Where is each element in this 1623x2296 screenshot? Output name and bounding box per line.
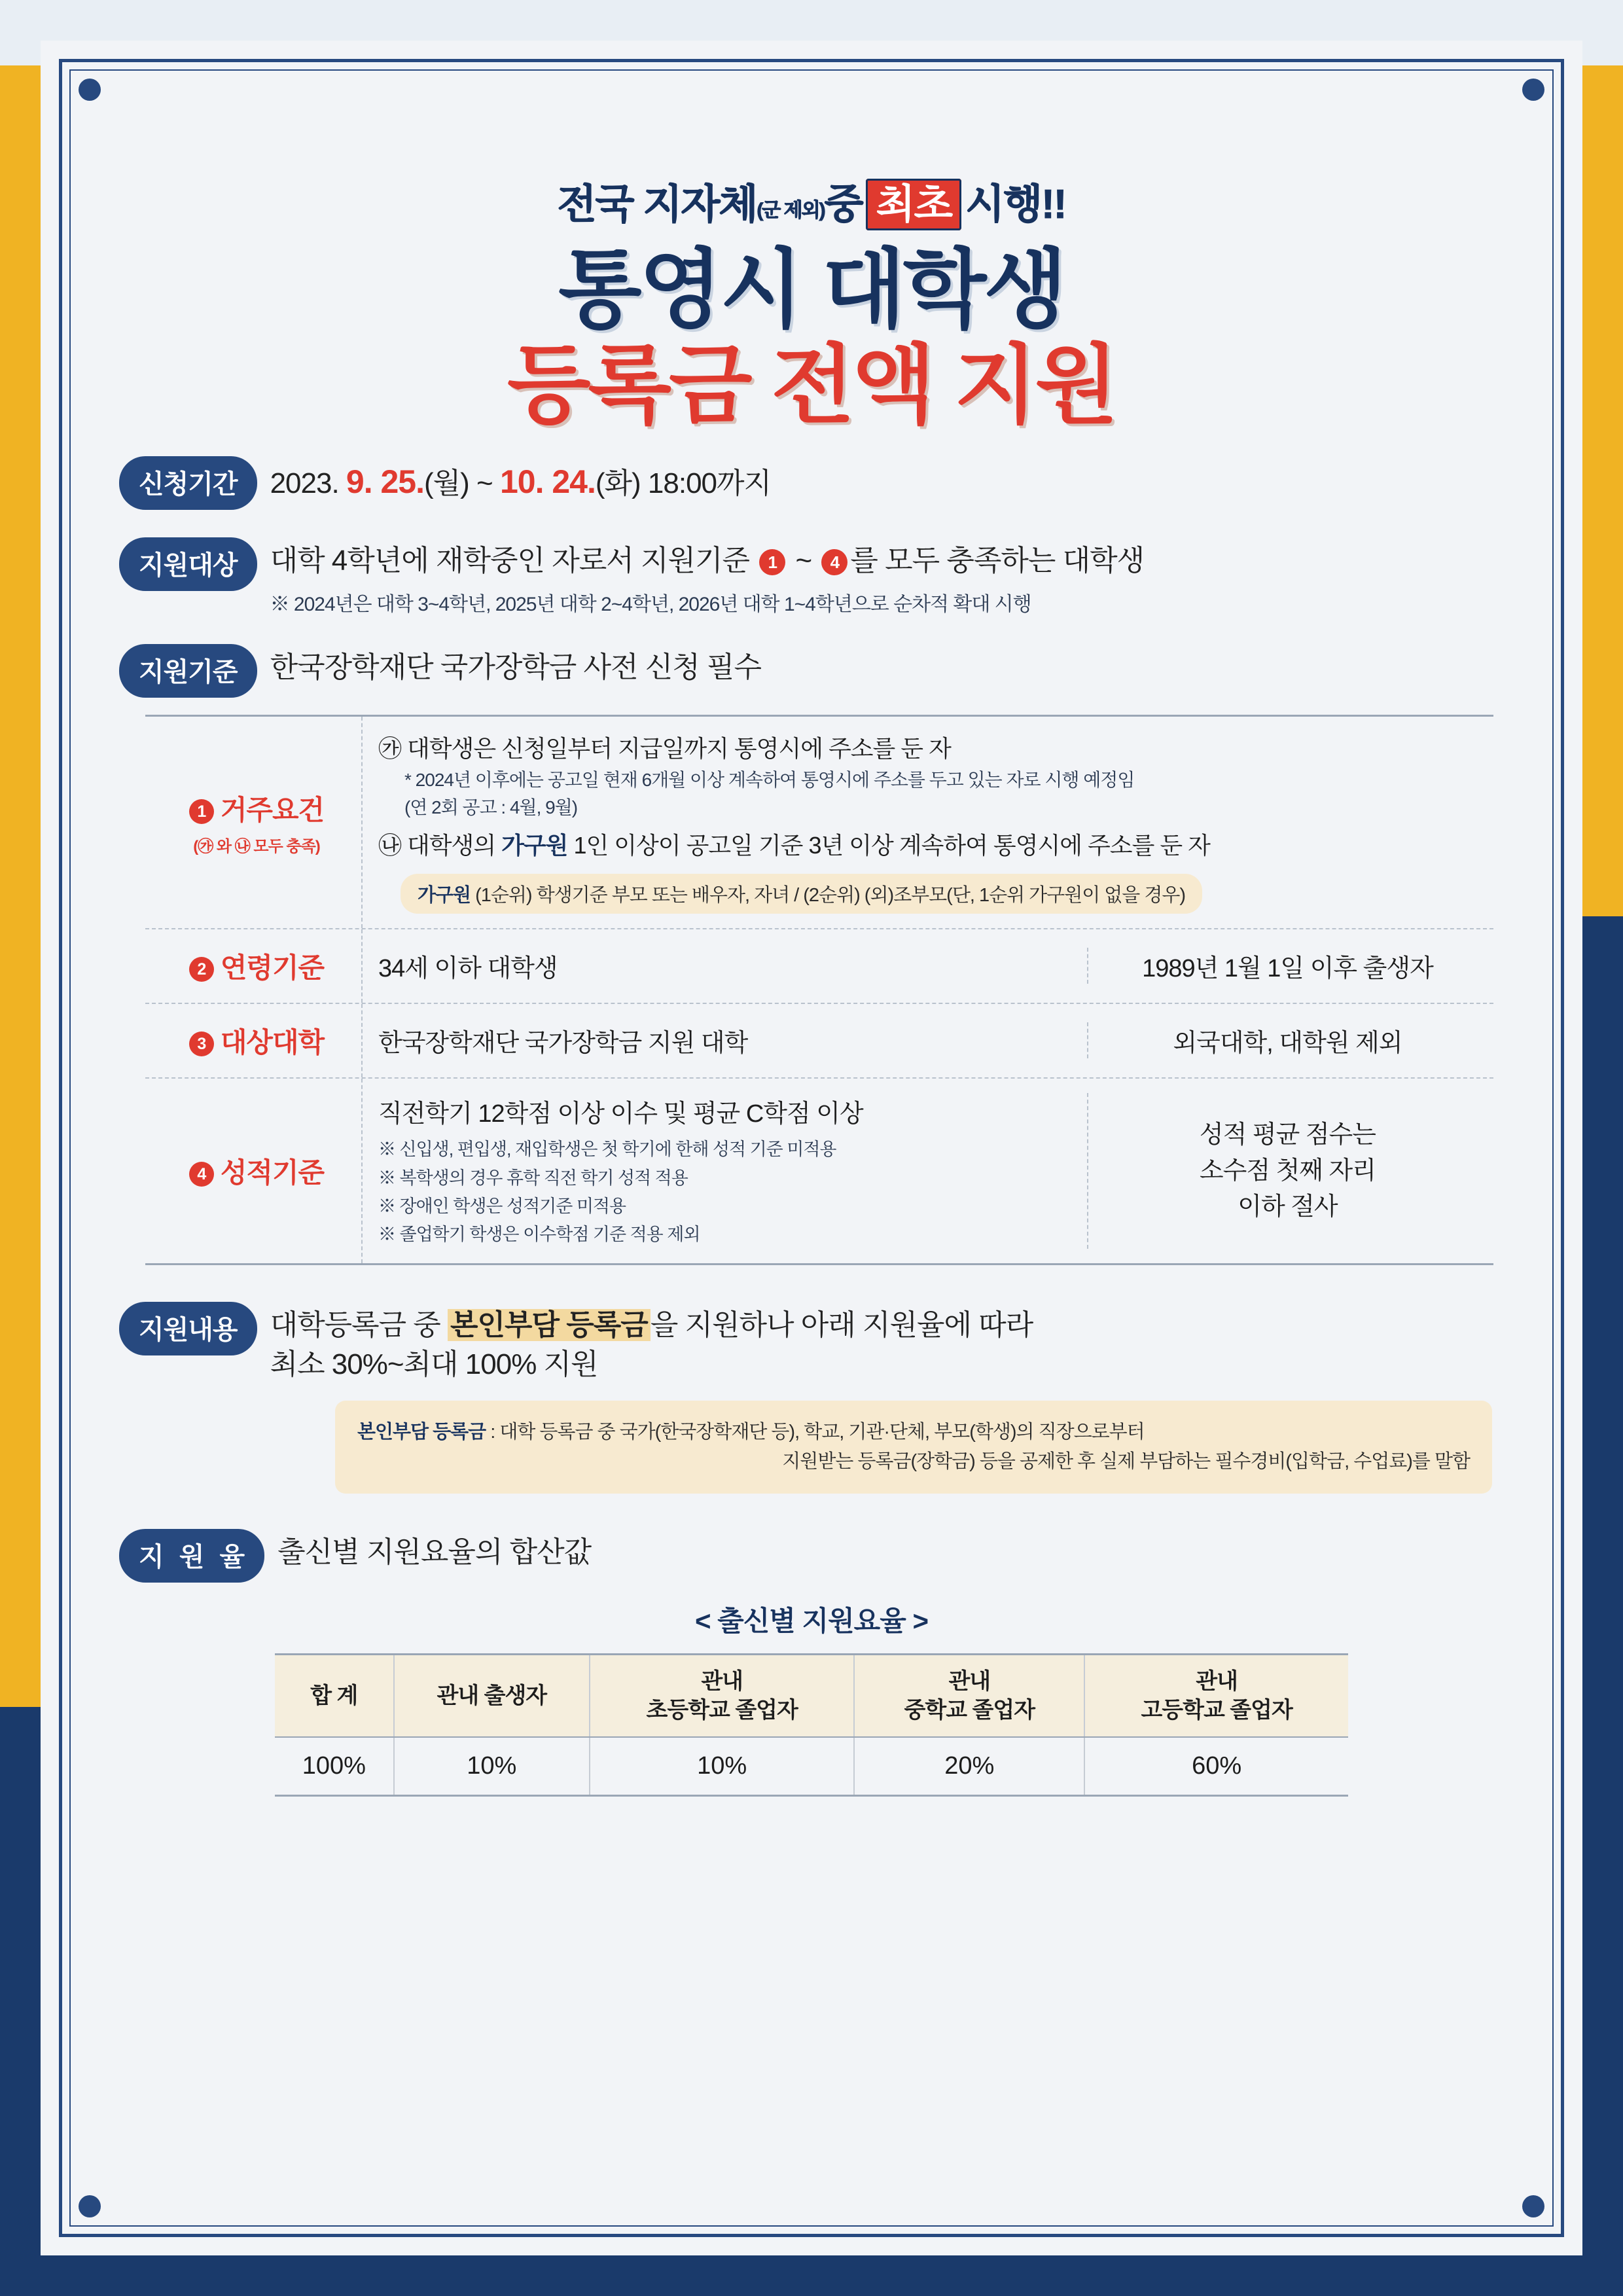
support-line1-b: 을 지원하나 아래 지원율에 따라	[650, 1309, 1033, 1342]
criteria-4-col2-line1: 성적 평균 점수는	[1199, 1121, 1376, 1149]
criteria-1-household-note	[401, 874, 1202, 914]
criteria-1-name: 거주요건	[220, 795, 325, 826]
criteria-4-col2-line2: 소수점 첫째 자리	[1199, 1157, 1376, 1185]
criteria-4-col1-main: 직전학기 12학점 이상 이수 및 평균 C학점 이상	[378, 1100, 863, 1128]
kicker-post: 시행!!	[965, 182, 1066, 227]
criteria-1-tag-bold: 가구원	[418, 885, 471, 906]
rate-table-title: < 출신별 지원요율 >	[694, 1605, 929, 1636]
period-mid: (월) ~	[424, 467, 500, 499]
criteria-4-number: 4	[189, 1162, 214, 1187]
support-line1-a: 대학등록금 중	[270, 1309, 448, 1342]
rate-header-total-l1: 합 계	[310, 1683, 358, 1708]
criteria-3-col2: 외국대학, 대학원 제외	[1087, 1022, 1487, 1058]
label-rate: 지 원 율	[119, 1529, 264, 1583]
rate-table	[275, 1653, 1348, 1797]
criteria-2-split	[378, 948, 1487, 984]
rate-header-elementary-l1: 관내	[701, 1668, 743, 1694]
rate-header-high-l2: 고등학교 졸업자	[1141, 1697, 1293, 1723]
support-text	[270, 1302, 1033, 1384]
poster-title-line2: 등록금 전액 지원	[507, 337, 1116, 433]
criteria-1-line4-post: 1인 이상이 공고일 기준 3년 이상 계속하여 통영시에 주소를 둔 자	[567, 832, 1210, 859]
rate-header-high-l1: 관내	[1196, 1668, 1238, 1694]
criteria-4-col2	[1087, 1093, 1487, 1249]
criteria-2-col1: 34세 이하 대학생	[378, 955, 558, 983]
criteria-3-number: 3	[189, 1031, 214, 1056]
target-note: ※ 2024년은 대학 3~4학년, 2025년 대학 2~4학년, 2026년 대학 1~4학년으로 순차적 확대 시행	[270, 594, 1031, 616]
rate-header-middle-l1: 관내	[948, 1668, 991, 1694]
criteria-1-body	[361, 717, 1493, 928]
poster-content	[119, 119, 1504, 1797]
criteria-row-2-label	[145, 929, 361, 1003]
criteria-3-col1: 한국장학재단 국가장학금 지원 대학	[378, 1030, 748, 1058]
period-end-date: 10. 24.	[499, 463, 596, 500]
criteria-headline: 한국장학재단 국가장학금 사전 신청 필수	[270, 651, 762, 684]
criteria-1-sub: (㉮ 와 ㉯ 모두 충족)	[193, 838, 320, 856]
label-application-period: 신청기간	[119, 456, 257, 510]
criteria-4-note-2: ※ 복학생의 경우 휴학 직전 학기 성적 적용	[378, 1168, 688, 1188]
label-criteria: 지원기준	[119, 644, 257, 698]
criteria-1-line2: * 2024년 이후에는 공고일 현재 6개월 이상 계속하여 통영시에 주소를 두고 있는 자로 시행 예정임	[404, 770, 1135, 791]
criteria-4-col1	[378, 1093, 1087, 1249]
criteria-2-name: 연령기준	[220, 952, 325, 984]
rate-header-total	[275, 1654, 394, 1737]
target-text-a: 대학 4학년에 재학중인 자로서 지원기준	[270, 545, 757, 577]
kicker-paren: (군 제외)	[757, 200, 825, 221]
rate-header-middle-l2: 중학교 졸업자	[904, 1697, 1035, 1723]
criteria-1-line3: (연 2회 공고 : 4월, 9월)	[404, 797, 578, 818]
criteria-3-name: 대상대학	[220, 1027, 325, 1058]
rate-header-elementary-l2: 초등학교 졸업자	[646, 1697, 798, 1723]
application-period-text	[270, 456, 771, 505]
poster-page	[41, 41, 1582, 2255]
target-text	[270, 537, 1145, 580]
criteria-1-tag-text: (1순위) 학생기준 부모 또는 배우자, 자녀 / (2순위) (외)조부모(단, 1순위 가구원이 없을 경우)	[471, 885, 1186, 906]
section-application-period	[119, 456, 1504, 510]
poster-kicker	[119, 171, 1504, 230]
criteria-4-note-1: ※ 신입생, 편입생, 재입학생은 첫 학기에 한해 성적 기준 미적용	[378, 1139, 836, 1160]
period-start-date: 9. 25.	[346, 463, 425, 500]
support-line1	[270, 1306, 1033, 1344]
section-support	[119, 1302, 1504, 1384]
corner-dot-top-left	[79, 79, 101, 101]
criteria-4-split	[378, 1093, 1487, 1249]
section-target	[119, 537, 1504, 617]
kicker-mid: 중	[824, 182, 863, 227]
section-criteria	[119, 644, 1504, 698]
support-box-term: 본인부담 등록금	[357, 1421, 486, 1443]
rate-value-elementary: 10%	[590, 1737, 854, 1796]
rate-value-total: 100%	[275, 1737, 394, 1796]
criteria-4-note-4: ※ 졸업학기 학생은 이수학점 기준 적용 제외	[378, 1224, 700, 1244]
rate-value-born: 10%	[394, 1737, 590, 1796]
corner-dot-bottom-right	[1522, 2195, 1544, 2217]
criteria-row-3-label	[145, 1004, 361, 1077]
criteria-2-number: 2	[189, 957, 214, 982]
support-box-text1: : 대학 등록금 중 국가(한국장학재단 등), 학교, 기관·단체, 부모(학생)의 직장으로부터	[486, 1421, 1145, 1443]
rate-header-born	[394, 1654, 590, 1737]
criteria-1-line4-bold: 가구원	[501, 832, 568, 859]
criteria-row-grades	[145, 1079, 1493, 1265]
criteria-4-col2-lines	[1200, 1117, 1376, 1225]
criteria-row-university	[145, 1004, 1493, 1079]
support-box-text2: 지원받는 등록금(장학금) 등을 공제한 후 실제 부담하는 필수경비(입학금, 수업료)를 말함	[782, 1450, 1470, 1472]
criteria-2-body	[361, 929, 1493, 1003]
section-rate	[119, 1529, 1504, 1583]
criteria-3-body	[361, 1004, 1493, 1077]
rate-value-high: 60%	[1084, 1737, 1348, 1796]
criteria-3-split	[378, 1022, 1487, 1058]
rate-table-value-row	[275, 1737, 1348, 1796]
corner-dot-top-right	[1522, 79, 1544, 101]
criteria-row-4-label	[145, 1079, 361, 1263]
poster-title-line1: 통영시 대학생	[558, 242, 1065, 338]
criteria-4-note-3: ※ 장애인 학생은 성적기준 미적용	[378, 1196, 626, 1216]
target-text-c: 를 모두 충족하는 대학생	[850, 545, 1145, 577]
kicker-highlight: 최초	[866, 179, 961, 230]
support-definition-box	[335, 1401, 1492, 1494]
target-block	[270, 537, 1145, 617]
criteria-row-residence	[145, 717, 1493, 929]
criteria-4-body	[361, 1079, 1493, 1263]
target-num-1: 1	[759, 549, 785, 575]
target-text-b: ~	[788, 545, 819, 577]
label-target: 지원대상	[119, 537, 257, 591]
criteria-1-line4-pre: ㉯ 대학생의	[378, 832, 502, 859]
rate-header-high	[1084, 1654, 1348, 1737]
criteria-2-col2: 1989년 1월 1일 이후 출생자	[1087, 948, 1487, 984]
criteria-1-line1: ㉮ 대학생은 신청일부터 지급일까지 통영시에 주소를 둔 자	[378, 735, 951, 762]
target-num-4: 4	[821, 549, 847, 575]
rate-header-middle	[854, 1654, 1084, 1737]
rate-header-elementary	[590, 1654, 854, 1737]
support-line1-highlight: 본인부담 등록금	[448, 1309, 651, 1341]
rate-table-header-row	[275, 1654, 1348, 1737]
rate-value-middle: 20%	[854, 1737, 1084, 1796]
kicker-pre: 전국 지자체	[557, 182, 757, 227]
corner-dot-bottom-left	[79, 2195, 101, 2217]
criteria-4-name: 성적기준	[220, 1157, 325, 1189]
rate-headline: 출신별 지원요율의 합산값	[277, 1535, 592, 1568]
label-support: 지원내용	[119, 1302, 257, 1355]
period-prefix: 2023.	[270, 467, 346, 499]
criteria-row-age	[145, 929, 1493, 1004]
rate-header-born-l1: 관내 출생자	[437, 1683, 547, 1708]
period-suffix: (화) 18:00까지	[595, 467, 772, 499]
criteria-1-line4	[378, 828, 1487, 863]
criteria-1-number: 1	[189, 799, 214, 824]
criteria-4-col2-line3: 이하 절사	[1238, 1193, 1338, 1221]
criteria-row-1-label	[145, 717, 361, 928]
criteria-table	[145, 715, 1493, 1265]
support-line2: 최소 30%~최대 100% 지원	[270, 1348, 598, 1380]
